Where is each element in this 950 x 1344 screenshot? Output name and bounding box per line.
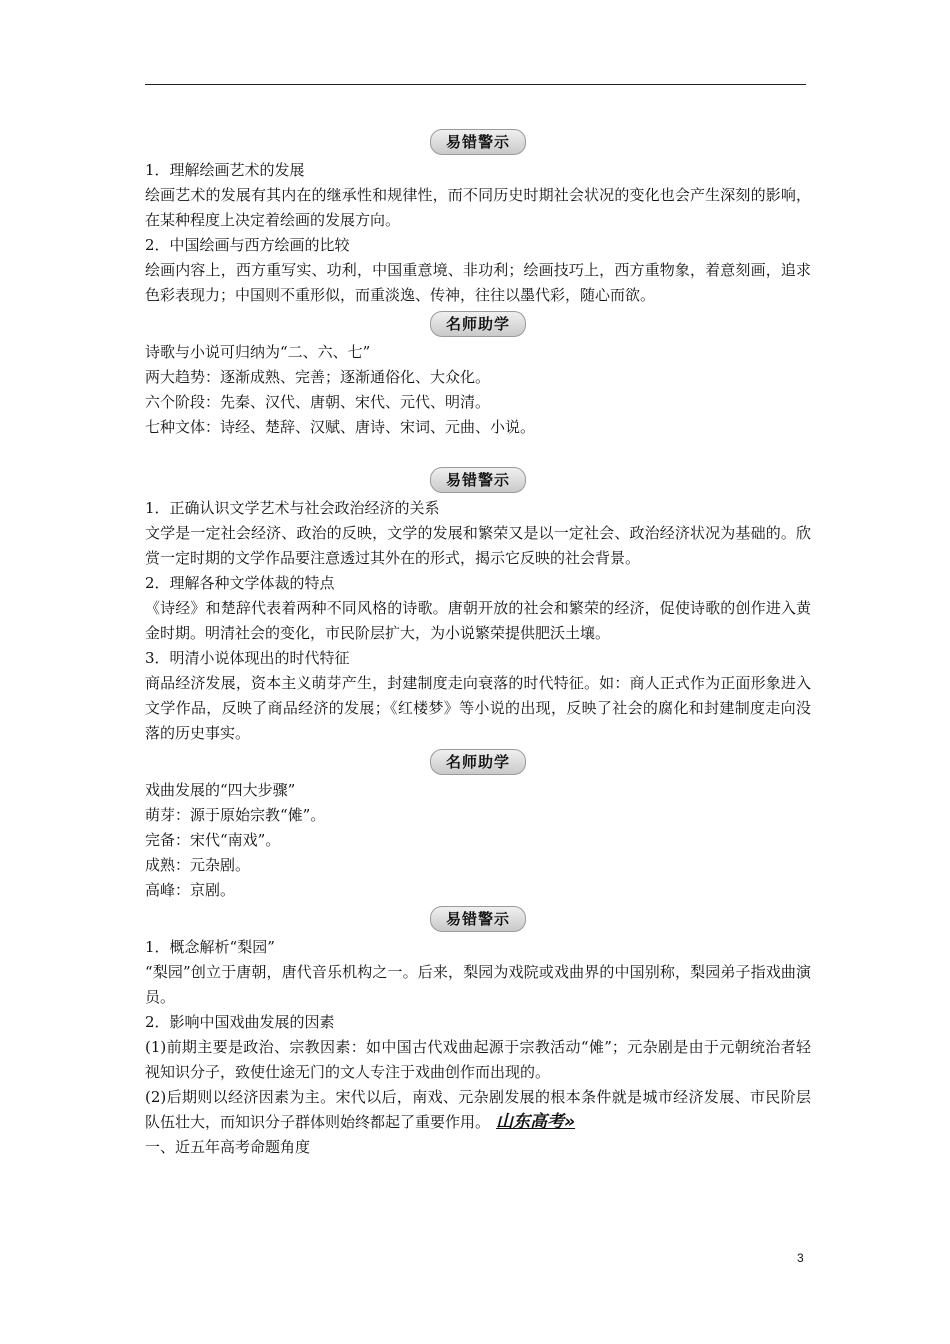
page-content — [145, 126, 811, 1160]
paragraph: 1．理解绘画艺术的发展 — [145, 161, 305, 179]
paragraph: 两大趋势：逐渐成熟、完善；逐渐通俗化、大众化。 — [145, 368, 491, 386]
paragraph: 2．中国绘画与西方绘画的比较 — [145, 236, 350, 254]
paragraph: “梨园”创立于唐朝，唐代音乐机构之一。后来，梨园为戏院或戏曲界的中国别称，梨园弟子指戏曲演员。 — [145, 963, 811, 1006]
paragraph: 3．明清小说体现出的时代特征 — [145, 649, 350, 667]
paragraph: 完备：宋代“南戏”。 — [145, 831, 281, 849]
paragraph: 1．概念解析“梨园” — [145, 938, 275, 956]
header-rule — [145, 84, 806, 85]
paragraph: 七种文体：诗经、楚辞、汉赋、唐诗、宋词、元曲、小说。 — [145, 418, 536, 436]
paragraph: 2．理解各种文学体裁的特点 — [145, 574, 335, 592]
paragraph: 绘画艺术的发展有其内在的继承性和规律性，而不同历史时期社会状况的变化也会产生深刻的影响，在某种程度上决定着绘画的发展方向。 — [145, 186, 811, 229]
paragraph — [145, 1085, 811, 1135]
paragraph: 戏曲发展的“四大步骤” — [145, 781, 296, 799]
paragraph: (1)前期主要是政治、宗教因素：如中国古代戏曲起源于宗教活动“傩”；元杂剧是由于元朝统治者轻视知识分子，致使仕途无门的文人专注于戏曲创作而出现的。 — [145, 1038, 811, 1081]
paragraph: 《诗经》和楚辞代表着两种不同风格的诗歌。唐朝开放的社会和繁荣的经济，促使诗歌的创作进入黄金时期。明清社会的变化，市民阶层扩大，为小说繁荣提供肥沃土壤。 — [145, 599, 811, 642]
paragraph: 商品经济发展，资本主义萌芽产生，封建制度走向衰落的时代特征。如：商人正式作为正面形象进入文学作品，反映了商品经济的发展；《红楼梦》等小说的出现，反映了社会的腐化和封建制度走向没落的历史事实。 — [145, 674, 811, 742]
page-number: 3 — [797, 1251, 804, 1265]
paragraph: 一、近五年高考命题角度 — [145, 1138, 311, 1156]
paragraph: 高峰：京剧。 — [145, 881, 236, 899]
paragraph: 文学是一定社会经济、政治的反映，文学的发展和繁荣又是以一定社会、政治经济状况为基础的。欣赏一定时期的文学作品要注意透过其外在的形式，揭示它反映的社会背景。 — [145, 524, 811, 567]
paragraph-text: (2)后期则以经济因素为主。宋代以后，南戏、元杂剧发展的根本条件就是城市经济发展、市民阶层队伍壮大，而知识分子群体则始终都起了重要作用。 — [145, 1088, 811, 1131]
section-badge-mistake-warning: 易错警示 — [430, 129, 526, 155]
section-badge-teacher-help: 名师助学 — [430, 311, 526, 337]
paragraph: 诗歌与小说可归纳为“二、六、七” — [145, 343, 371, 361]
paragraph: 六个阶段：先秦、汉代、唐朝、宋代、元代、明清。 — [145, 393, 491, 411]
section-badge-mistake-warning: 易错警示 — [430, 906, 526, 932]
paragraph: 2．影响中国戏曲发展的因素 — [145, 1013, 335, 1031]
paragraph: 成熟：元杂剧。 — [145, 856, 251, 874]
paragraph: 萌芽：源于原始宗教“傩”。 — [145, 806, 326, 824]
paragraph: 绘画内容上，西方重写实、功利，中国重意境、非功利；绘画技巧上，西方重物象，着意刻画，追求色彩表现力；中国则不重形似，而重淡逸、传神，往往以墨代彩，随心而欲。 — [145, 261, 811, 304]
section-badge-mistake-warning: 易错警示 — [430, 467, 526, 493]
section-badge-teacher-help: 名师助学 — [430, 749, 526, 775]
shandong-gaokao-logo: 山东高考» — [496, 1112, 576, 1132]
paragraph: 1．正确认识文学艺术与社会政治经济的关系 — [145, 499, 440, 517]
